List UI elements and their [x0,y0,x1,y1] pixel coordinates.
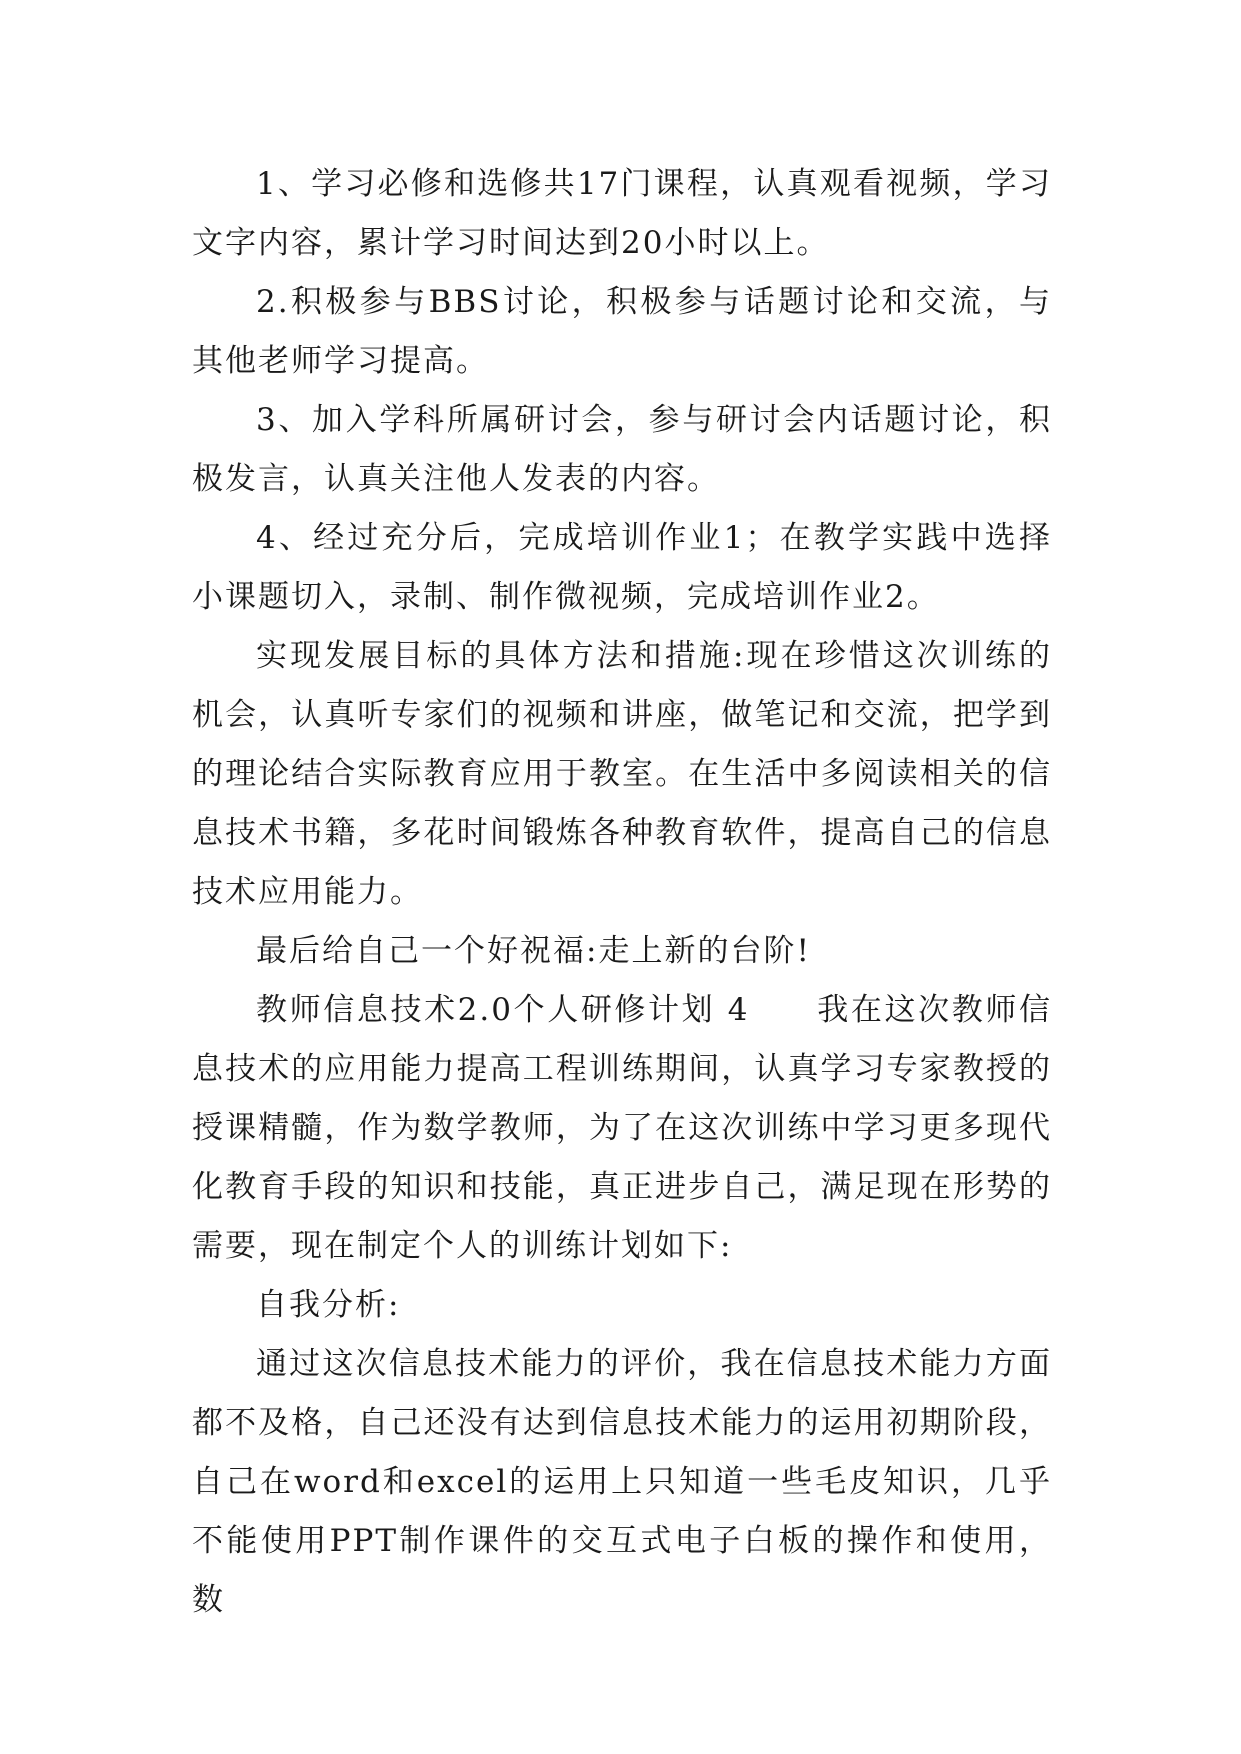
paragraph-item-1: 1、学习必修和选修共17门课程，认真观看视频，学习文字内容，累计学习时间达到20小时以上。 [192,166,1052,261]
paragraph-item-2: 2.积极参与BBS讨论，积极参与话题讨论和交流，与其他老师学习提高。 [192,284,1052,379]
document-body [192,155,1052,1630]
paragraph-blessing: 最后给自己一个好祝福:走上新的台阶! [256,933,811,969]
paragraph-item-3: 3、加入学科所属研讨会，参与研讨会内话题讨论，积极发言，认真关注他人发表的内容。 [192,402,1052,497]
paragraph-self-analysis: 通过这次信息技术能力的评价，我在信息技术能力方面都不及格，自己还没有达到信息技术能力的运用初期阶段，自己在word和excel的运用上只知道一些毛皮知识，几乎不能使用PPT制作课件的交互式电子白板的操作和使用，数 [192,1346,1052,1618]
paragraph-methods: 实现发展目标的具体方法和措施:现在珍惜这次训练的机会，认真听专家们的视频和讲座，做笔记和交流，把学到的理论结合实际教育应用于教室。在生活中多阅读相关的信息技术书籍，多花时间锻炼各种教育软件，提高自己的信息技术应用能力。 [192,638,1052,910]
paragraph-plan-intro: 教师信息技术2.0个人研修计划 4 我在这次教师信息技术的应用能力提高工程训练期间，认真学习专家教授的授课精髓，作为数学教师，为了在这次训练中学习更多现代化教育手段的知识和技能，真正进步自己，满足现在形势的需要，现在制定个人的训练计划如下: [192,992,1052,1264]
paragraph-self-analysis-heading: 自我分析: [256,1287,401,1323]
paragraph-item-4: 4、经过充分后，完成培训作业1；在教学实践中选择小课题切入，录制、制作微视频，完成培训作业2。 [192,520,1052,615]
